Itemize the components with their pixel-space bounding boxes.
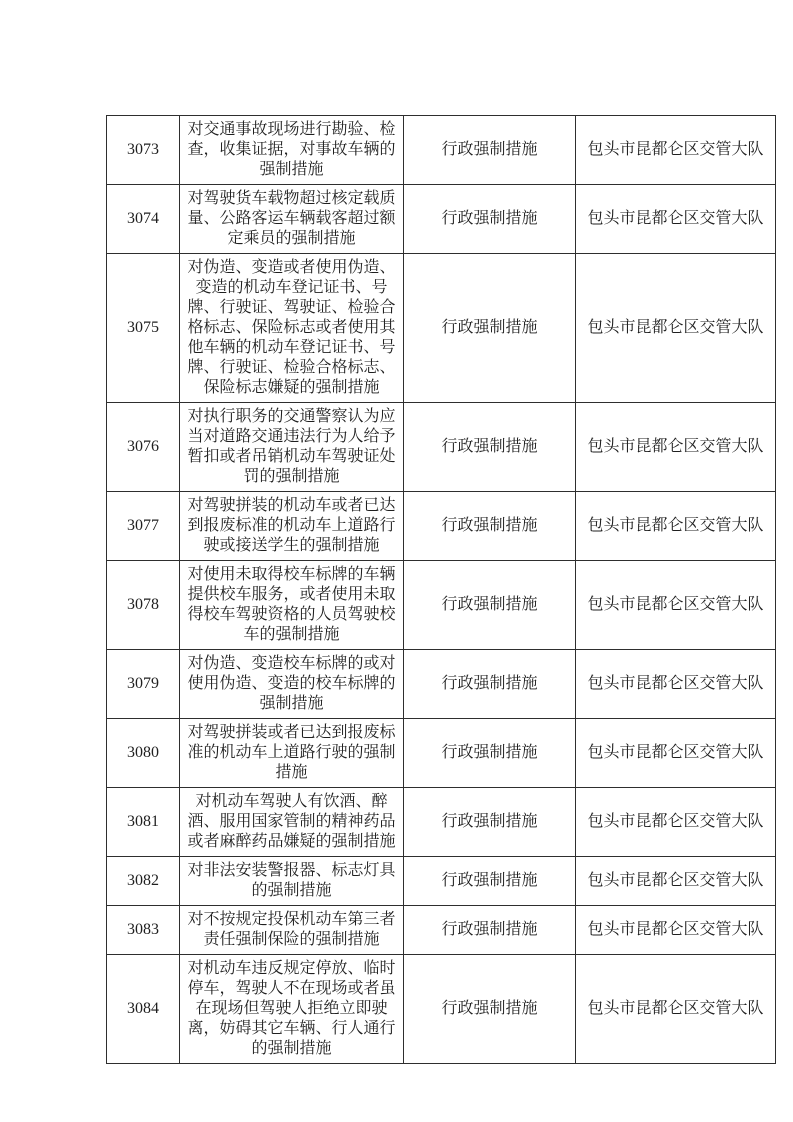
table-row	[107, 185, 776, 254]
row-description: 对不按规定投保机动车第三者责任强制保险的强制措施	[180, 906, 404, 955]
row-department: 包头市昆都仑区交管大队	[576, 788, 776, 857]
table-row	[107, 857, 776, 906]
enforcement-measures-table	[106, 115, 776, 1064]
row-department: 包头市昆都仑区交管大队	[576, 492, 776, 561]
row-id: 3078	[107, 561, 180, 650]
row-measure-type: 行政强制措施	[404, 955, 576, 1064]
row-department: 包头市昆都仑区交管大队	[576, 561, 776, 650]
row-description: 对伪造、变造或者使用伪造、变造的机动车登记证书、号牌、行驶证、驾驶证、检验合格标志、保险标志或者使用其他车辆的机动车登记证书、号牌、行驶证、检验合格标志、保险标志嫌疑的强制措施	[180, 254, 404, 403]
row-description: 对交通事故现场进行勘验、检查，收集证据，对事故车辆的强制措施	[180, 116, 404, 185]
row-description: 对驾驶拼装或者已达到报废标准的机动车上道路行驶的强制措施	[180, 719, 404, 788]
row-department: 包头市昆都仑区交管大队	[576, 185, 776, 254]
row-id: 3075	[107, 254, 180, 403]
row-id: 3084	[107, 955, 180, 1064]
row-measure-type: 行政强制措施	[404, 857, 576, 906]
row-measure-type: 行政强制措施	[404, 561, 576, 650]
row-department: 包头市昆都仑区交管大队	[576, 857, 776, 906]
row-department: 包头市昆都仑区交管大队	[576, 403, 776, 492]
row-measure-type: 行政强制措施	[404, 788, 576, 857]
row-department: 包头市昆都仑区交管大队	[576, 116, 776, 185]
row-id: 3074	[107, 185, 180, 254]
row-id: 3082	[107, 857, 180, 906]
row-measure-type: 行政强制措施	[404, 906, 576, 955]
row-measure-type: 行政强制措施	[404, 719, 576, 788]
row-department: 包头市昆都仑区交管大队	[576, 955, 776, 1064]
table-row	[107, 955, 776, 1064]
row-description: 对伪造、变造校车标牌的或对使用伪造、变造的校车标牌的强制措施	[180, 650, 404, 719]
row-measure-type: 行政强制措施	[404, 116, 576, 185]
row-id: 3079	[107, 650, 180, 719]
row-id: 3080	[107, 719, 180, 788]
table-row	[107, 561, 776, 650]
row-description: 对非法安装警报器、标志灯具的强制措施	[180, 857, 404, 906]
table-body	[107, 116, 776, 1064]
row-department: 包头市昆都仑区交管大队	[576, 719, 776, 788]
row-description: 对机动车违反规定停放、临时停车，驾驶人不在现场或者虽在现场但驾驶人拒绝立即驶离，妨碍其它车辆、行人通行的强制措施	[180, 955, 404, 1064]
table-row	[107, 650, 776, 719]
row-id: 3081	[107, 788, 180, 857]
table-row	[107, 788, 776, 857]
table-row	[107, 492, 776, 561]
row-measure-type: 行政强制措施	[404, 650, 576, 719]
table-row	[107, 719, 776, 788]
table-row	[107, 906, 776, 955]
table-row	[107, 116, 776, 185]
row-measure-type: 行政强制措施	[404, 403, 576, 492]
row-description: 对机动车驾驶人有饮酒、醉酒、服用国家管制的精神药品或者麻醉药品嫌疑的强制措施	[180, 788, 404, 857]
row-description: 对执行职务的交通警察认为应当对道路交通违法行为人给予暂扣或者吊销机动车驾驶证处罚的强制措施	[180, 403, 404, 492]
row-description: 对使用未取得校车标牌的车辆提供校车服务，或者使用未取得校车驾驶资格的人员驾驶校车的强制措施	[180, 561, 404, 650]
row-measure-type: 行政强制措施	[404, 254, 576, 403]
row-id: 3077	[107, 492, 180, 561]
row-description: 对驾驶拼装的机动车或者已达到报废标准的机动车上道路行驶或接送学生的强制措施	[180, 492, 404, 561]
table-row	[107, 403, 776, 492]
table-row	[107, 254, 776, 403]
row-department: 包头市昆都仑区交管大队	[576, 650, 776, 719]
row-measure-type: 行政强制措施	[404, 492, 576, 561]
row-measure-type: 行政强制措施	[404, 185, 576, 254]
row-description: 对驾驶货车载物超过核定载质量、公路客运车辆载客超过额定乘员的强制措施	[180, 185, 404, 254]
row-department: 包头市昆都仑区交管大队	[576, 906, 776, 955]
row-department: 包头市昆都仑区交管大队	[576, 254, 776, 403]
row-id: 3073	[107, 116, 180, 185]
row-id: 3083	[107, 906, 180, 955]
row-id: 3076	[107, 403, 180, 492]
